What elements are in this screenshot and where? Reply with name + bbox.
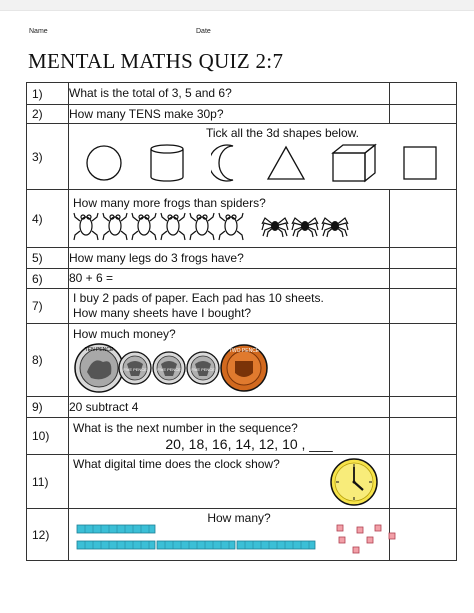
clock-icon (329, 457, 379, 507)
square-icon[interactable] (402, 145, 438, 181)
question-row (27, 105, 457, 124)
shapes-row (69, 141, 456, 187)
question-number: 12) (27, 509, 69, 561)
coin-text: FIVE PENCE (123, 366, 147, 372)
spider-icon (291, 214, 319, 238)
question-text: 80 + 6 = (69, 269, 390, 289)
frog-icon (131, 211, 158, 241)
question-number: 4) (27, 190, 69, 248)
circle-icon[interactable] (85, 144, 123, 182)
question-row (27, 83, 457, 105)
question-text: How many legs do 3 frogs have? (69, 248, 390, 269)
name-label: Name (29, 28, 48, 35)
frog-icon (73, 211, 100, 241)
answer-box[interactable] (390, 190, 457, 248)
answer-box[interactable] (390, 455, 457, 509)
coins-row (69, 342, 389, 394)
question-text: 20 subtract 4 (69, 397, 390, 418)
page-title: MENTAL MATHS QUIZ 2:7 (28, 49, 284, 73)
answer-box[interactable] (390, 324, 457, 397)
question-number: 3) (27, 124, 69, 190)
question-text: How much money? (73, 326, 176, 341)
question-number: 2) (27, 105, 69, 124)
frog-icon (218, 211, 245, 241)
coin-text: FIVE PENCE (157, 366, 181, 372)
question-cell (69, 324, 390, 397)
answer-box[interactable] (390, 269, 457, 289)
answer-box[interactable] (390, 418, 457, 455)
question-number: 10) (27, 418, 69, 455)
question-text: How many more frogs than spiders? (73, 196, 266, 210)
question-text: What is the total of 3, 5 and 6? (69, 83, 390, 105)
question-cell (69, 418, 390, 455)
question-cell (69, 124, 457, 190)
answer-box[interactable] (390, 289, 457, 324)
five-pence-coin (117, 350, 153, 386)
question-number: 7) (27, 289, 69, 324)
frog-icon (160, 211, 187, 241)
answer-box[interactable] (390, 397, 457, 418)
frog-icon (102, 211, 129, 241)
question-text: What digital time does the clock show? (73, 457, 280, 471)
question-cell (69, 289, 390, 324)
question-row (27, 397, 457, 418)
two-pence-coin (219, 343, 269, 393)
question-text: What is the next number in the sequence? (73, 420, 298, 435)
question-number: 1) (27, 83, 69, 105)
animals-row (69, 211, 389, 241)
question-text-line1: I buy 2 pads of paper. Each pad has 10 sheets. (73, 291, 324, 305)
question-number: 6) (27, 269, 69, 289)
quiz-table (26, 82, 457, 561)
question-row (27, 289, 457, 324)
question-text: How many? (207, 511, 271, 525)
cube-icon[interactable] (331, 143, 377, 183)
tens-rods (77, 525, 315, 549)
question-row (27, 124, 457, 190)
question-row (27, 455, 457, 509)
cylinder-icon[interactable] (148, 143, 186, 183)
question-cell (69, 190, 390, 248)
question-row (27, 324, 457, 397)
question-number: 9) (27, 397, 69, 418)
question-number: 11) (27, 455, 69, 509)
question-text: Tick all the 3d shapes below. (206, 126, 359, 140)
question-number: 5) (27, 248, 69, 269)
five-pence-coin (151, 350, 187, 386)
question-cell (69, 509, 390, 561)
answer-box[interactable] (390, 83, 457, 105)
date-label: Date (196, 28, 211, 35)
coin-text: FIVE PENCE (191, 366, 215, 372)
answer-box[interactable] (390, 248, 457, 269)
coin-text: TWO PENCE (228, 347, 260, 354)
spider-icon (321, 214, 349, 238)
triangle-icon[interactable] (266, 145, 306, 181)
number-sequence: 20, 18, 16, 14, 12, 10 , ___ (165, 435, 333, 452)
top-bar (0, 0, 474, 11)
question-text-line2: How many sheets have I bought? (73, 306, 252, 320)
base-ten-blocks (75, 523, 405, 557)
question-text: How many TENS make 30p? (69, 105, 390, 124)
question-number: 8) (27, 324, 69, 397)
question-row (27, 418, 457, 455)
spider-icon (261, 214, 289, 238)
answer-box[interactable] (390, 105, 457, 124)
five-pence-coin (185, 350, 221, 386)
unit-cubes (337, 525, 395, 553)
question-row (27, 509, 457, 561)
question-row (27, 269, 457, 289)
crescent-icon[interactable] (211, 143, 241, 183)
frog-icon (189, 211, 216, 241)
question-row (27, 248, 457, 269)
question-cell (69, 455, 390, 509)
coin-text: TEN PENCE (84, 346, 114, 353)
question-row (27, 190, 457, 248)
